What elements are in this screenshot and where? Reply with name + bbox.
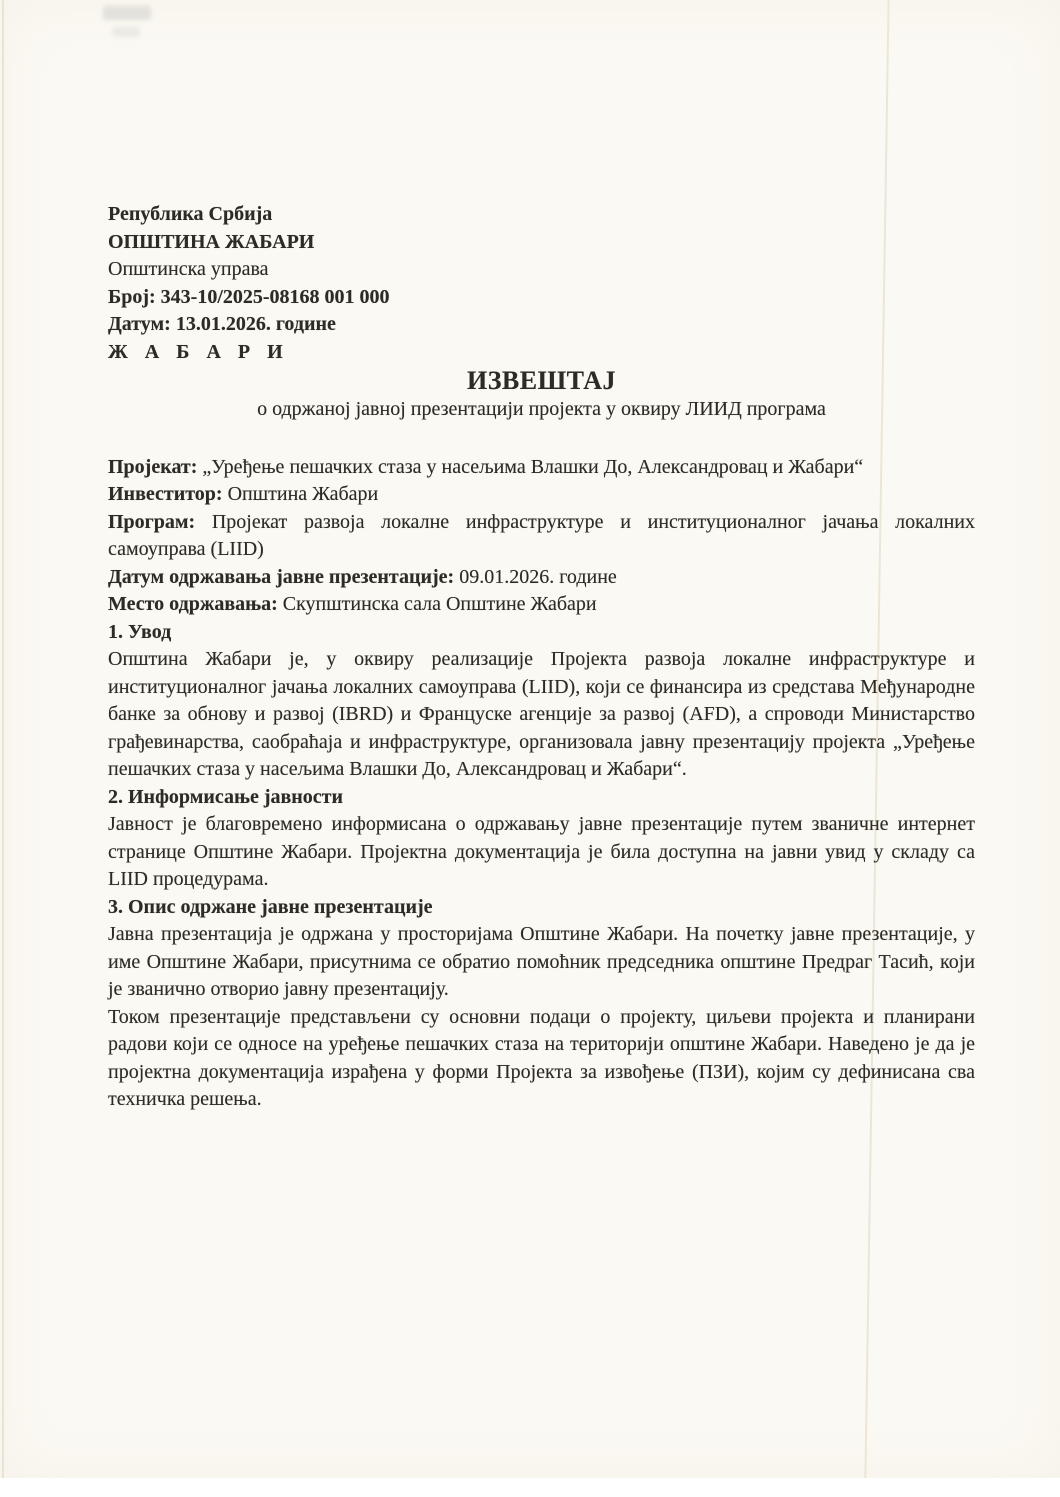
letterhead-municipality: ОПШТИНА ЖАБАРИ [108, 230, 315, 253]
letterhead-country: Република Србија [108, 203, 273, 225]
detail-program-value: Пројекат развоја локалне инфраструктуре и институционалног јачања локалних самоуправа (LIID) [108, 510, 975, 560]
detail-venue-value: Скупштинска сала Општине Жабари [277, 593, 597, 615]
scan-edge-line [2, 0, 4, 1478]
project-details [108, 454, 975, 619]
letterhead-number: Број: 343-10/2025-08168 001 000 [108, 285, 390, 308]
detail-investor-value: Општина Жабари [222, 483, 379, 505]
letterhead-place: Ж А Б А Р И [108, 340, 289, 363]
document-content [108, 0, 975, 1114]
document-title: ИЗВЕШТАЈ [466, 366, 616, 395]
letterhead-date: Датум: 13.01.2026. године [108, 313, 336, 335]
detail-project-value: „Уређење пешачких стаза у насељима Влашки До, Александровац и Жабари“ [197, 455, 864, 478]
detail-presentation-date [108, 564, 975, 592]
letterhead-administration: Општинска управа [108, 258, 269, 280]
detail-investor-label: Инвеститор: [108, 483, 223, 505]
section-3-paragraph-1: Јавна презентација је одржана у просторијама Општине Жабари. На почетку јавне презентације, у име Општине Жабари, присутнима се обратио помоћник председника општине Предраг Тасић, који је званично отворио јавну презентацију. [108, 923, 975, 1000]
detail-project-label: Пројекат: [108, 455, 198, 478]
detail-venue-label: Место одржавања: [108, 593, 278, 615]
detail-presentation-date-label: Датум одржавања јавне презентације: [108, 565, 455, 588]
document-subtitle: о одржаној јавној презентацији пројекта у оквиру ЛИИД програма [257, 398, 826, 420]
section-1-paragraph: Општина Жабари је, у оквиру реализације Пројекта развоја локалне инфраструктуре и институционалног јачања локалних самоуправа (LIID), који се финансира из средстава Међународне банке за обнову и развој (IBRD) и Француске агенције за развој (AFD), а спроводи Министарство грађевинарства, саобраћаја и инфраструктуре, организовала јавну презентацију пројекта „Уређење пешачких стаза у насељима Влашки До, Александровац и Жабари“. [108, 648, 975, 780]
detail-project [108, 454, 975, 482]
letterhead [108, 201, 975, 366]
section-3-paragraph-2: Током презентације представљени су основни подаци о пројекту, циљеви пројекта и планирани радови који се односе на уређење пешачких стаза на територији општине Жабари. Наведено је да је пројектна документација израђена у форми Пројекта за извођење (ПЗИ), којим су дефинисана сва техничка решења. [108, 1005, 975, 1110]
detail-investor [108, 481, 975, 509]
section-1-heading: 1. Увод [108, 620, 172, 643]
detail-program [108, 509, 975, 564]
detail-venue [108, 591, 975, 619]
section-2-heading: 2. Информисање јавности [108, 785, 344, 808]
detail-program-label: Програм: [108, 510, 196, 533]
section-2-paragraph: Јавност је благовремено информисана о одржавању јавне презентације путем званичне интернет странице Општине Жабари. Пројектна документација је била доступна на јавни увид у складу са LIID процедурама. [108, 813, 975, 890]
section-3-heading: 3. Опис одржане јавне презентације [108, 895, 433, 918]
detail-presentation-date-value: 09.01.2026. године [454, 565, 617, 588]
